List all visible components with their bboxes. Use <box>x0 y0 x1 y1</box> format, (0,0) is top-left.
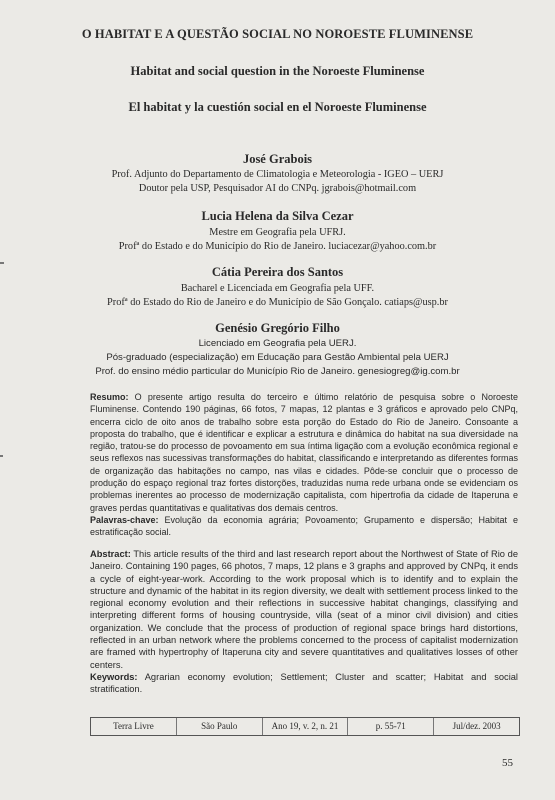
author-affiliation: Prof. Adjunto do Departamento de Climatologia e Meteorologia - IGEO – UERJ <box>111 169 444 180</box>
page-number: 55 <box>502 757 513 769</box>
author-name: Lucia Helena da Silva Cezar <box>201 209 354 223</box>
citation-date: Jul/dez. 2003 <box>452 721 501 731</box>
author-affiliation: Profª do Estado do Rio de Janeiro e do Município de São Gonçalo. catiaps@usp.br <box>107 297 448 308</box>
abstract-label: Abstract: <box>90 549 131 559</box>
author-affiliation: Prof. do ensino médio particular do Município Rio de Janeiro. genesiogreg@ig.com.br <box>95 366 460 377</box>
author-name: José Grabois <box>242 152 313 166</box>
author-affiliation: Profª do Estado e do Município do Rio de Janeiro. luciacezar@yahoo.com.br <box>118 241 437 252</box>
resumo-text: O presente artigo resulta do terceiro e último relatório de pesquisa sobre o Noroeste Fluminense. Contendo 190 páginas, 66 fotos, 7 mapas, 12 plantas e 3 gráficos e aprovado pelo CNPq, encerra ciclo de oito anos de trabalho sobre esta porção do Estado do Rio de Janeiro. Consoante a proposta do trabalho, que é identificar e explicar a estrutura e dinâmica do habitat na sua diversidade na região, tratou-se do processo de povoamento em sua íntima ligação com a evolução econômica regional e seus reflexos nas sucessivas transformações do habitat, classificando e interpretando as diferentes formas de organização das habitações no campo, nas vilas e cidades. Pôde-se concluir que o processo de produção do espaço regional traz fortes distorções, traduzidas numa rede urbana onde se evidenciam os problemas inerentes ao processo de modernização capitalista, com hipertrofia da cidade de Itaperuna e graves perdas quantitativas e qualitativas dos demais centros. <box>90 392 518 513</box>
abstract-text: This article results of the third and last research report about the Northwest of State of Rio de Janeiro. Containing 190 pages, 66 photos, 7 maps, 12 plans e 3 graphs and approved by CNPq, it ends a cycle of eight-year-work. According to the work proposal which is to identify and to explain the structure and dynamic of the habitat in its region diversity, we dealt with settlement process linked to the regional economy evolution and their reflections in successive habitat changings, classifying and interpreting different forms of housing countryside, villa (seat of a minor civil division) and cities organization. We conclude that the process of production of regional space brings hard distortions, reflected in an urban network where the problems concerned to the process of capitalist modernization are framed with hypertrophy of Itaperuna city and severe quantitatives and qualitatives losses of other centers. <box>90 549 518 670</box>
scan-mark <box>0 262 4 264</box>
citation-journal: Terra Livre <box>91 718 177 735</box>
author-affiliation: Licenciado em Geografia pela UERJ. <box>198 338 357 349</box>
resumo-label: Resumo: <box>90 392 129 402</box>
author-affiliation: Bacharel e Licenciada em Geografia pela UFF. <box>180 283 375 294</box>
keywords-label: Keywords: <box>90 671 138 682</box>
resumo-paragraph <box>90 391 518 539</box>
scan-mark <box>0 455 3 457</box>
palavras-chave-label: Palavras-chave: <box>90 514 159 525</box>
author-affiliation: Doutor pela USP, Pesquisador AI do CNPq. jgrabois@hotmail.com <box>138 183 417 194</box>
citation-city: São Paulo <box>177 718 263 735</box>
palavras-chave-text: Evolução da economia agrária; Povoamento; Grupamento e dispersão; Habitat e estratificação social. <box>90 514 518 538</box>
citation-volume: Ano 19, v. 2, n. 21 <box>263 718 349 735</box>
keywords-text: Agrarian economy evolution; Settlement; Cluster and scatter; Habitat and social stratification. <box>90 671 518 695</box>
abstract-paragraph <box>90 548 518 696</box>
title-portuguese: O HABITAT E A QUESTÃO SOCIAL NO NOROESTE FLUMINENSE <box>81 27 474 41</box>
citation-pages: p. 55-71 <box>348 718 434 735</box>
author-name: Cátia Pereira dos Santos <box>211 265 344 279</box>
author-affiliation: Pós-graduado (especialização) em Educação para Gestão Ambiental pela UERJ <box>106 352 449 363</box>
citation-table <box>90 717 520 736</box>
author-affiliation: Mestre em Geografia pela UFRJ. <box>209 227 346 238</box>
title-spanish: El habitat y la cuestión social en el Noroeste Fluminense <box>128 100 427 114</box>
title-english: Habitat and social question in the Noroeste Fluminense <box>130 64 425 78</box>
author-name: Genésio Gregório Filho <box>215 321 340 335</box>
